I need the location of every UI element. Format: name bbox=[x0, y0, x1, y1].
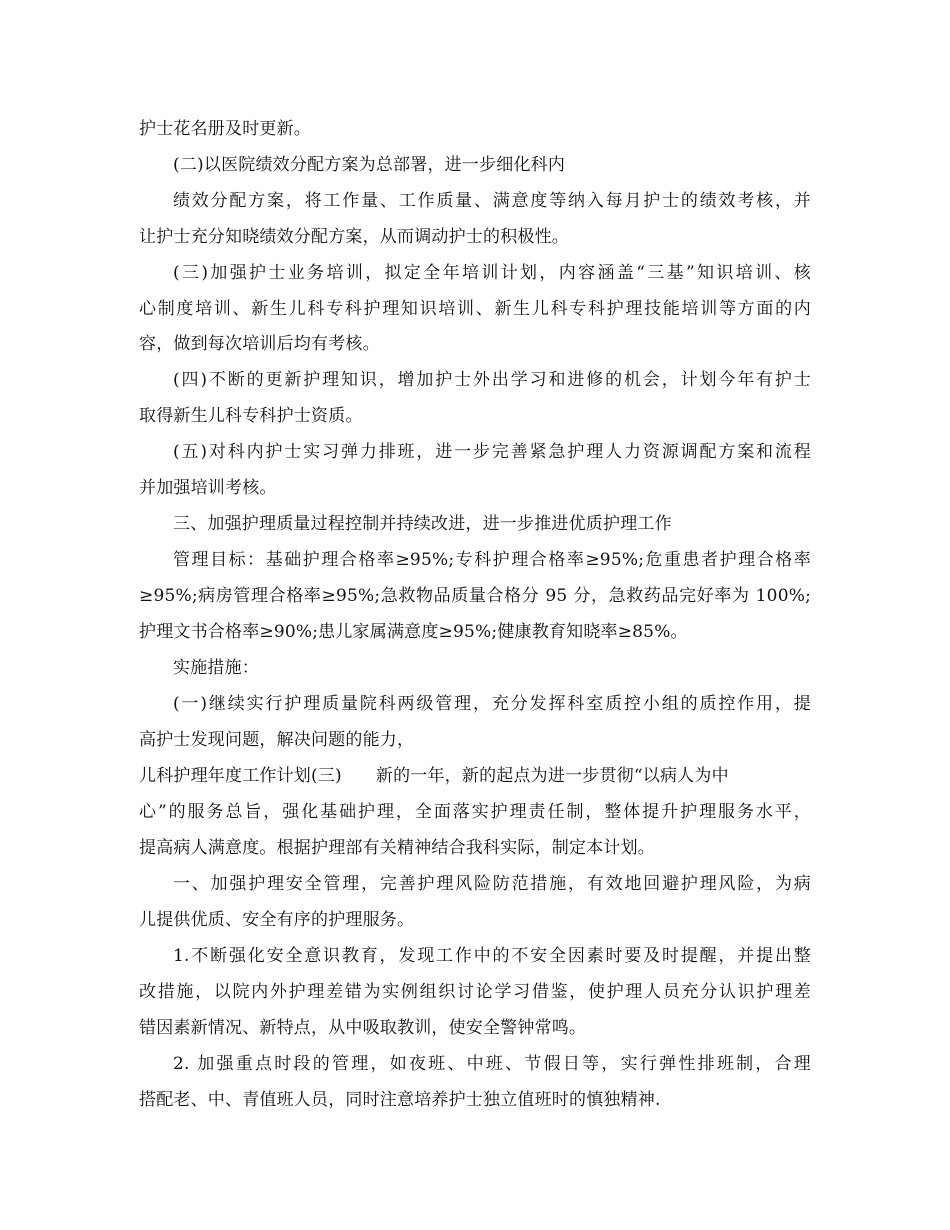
section-heading: 一、加强护理安全管理，完善护理风险防范措施，有效地回避护理风险，为病 bbox=[173, 874, 811, 894]
text-line: ≥95%;病房管理合格率≥95%;急救物品质量合格分 95 分，急救药品完好率为 100%; bbox=[139, 586, 811, 606]
text-span: 新的一年，新的起点为进一步贯彻“以病人为中 bbox=[375, 766, 729, 786]
text-line: 1.不断强化安全意识教育，发现工作中的不安全因素时要及时提醒，并提出整 bbox=[173, 946, 811, 966]
text-line: 提高病人满意度。根据护理部有关精神结合我科实际，制定本计划。 bbox=[139, 838, 655, 858]
text-line: 实施措施： bbox=[173, 658, 259, 678]
text-line: 管理目标：基础护理合格率≥95%;专科护理合格率≥95%;危重患者护理合格率 bbox=[173, 550, 811, 570]
text-line bbox=[139, 765, 811, 787]
text-line: (三)加强护士业务培训，拟定全年培训计划，内容涵盖“三基”知识培训、核 bbox=[173, 263, 811, 283]
text-line: (四)不断的更新护理知识，增加护士外出学习和进修的机会，计划今年有护士 bbox=[173, 370, 811, 390]
document-title-inline: 儿科护理年度工作计划(三) bbox=[139, 766, 342, 786]
text-line: (二)以医院绩效分配方案为总部署，进一步细化科内 bbox=[173, 155, 566, 175]
text-line: 心制度培训、新生儿科专科护理知识培训、新生儿科专科护理技能培训等方面的内 bbox=[139, 299, 811, 319]
text-line: 护理文书合格率≥90%;患儿家属满意度≥95%;健康教育知晓率≥85%。 bbox=[139, 622, 688, 642]
text-line: 儿提供优质、安全有序的护理服务。 bbox=[139, 910, 415, 930]
text-line: 并加强培训考核。 bbox=[139, 478, 277, 498]
text-line: (一)继续实行护理质量院科两级管理，充分发挥科室质控小组的质控作用，提 bbox=[173, 694, 811, 714]
text-line: 护士花名册及时更新。 bbox=[139, 119, 311, 139]
text-line: 错因素新情况、新特点，从中吸取教训，使安全警钟常鸣。 bbox=[139, 1018, 587, 1038]
text-line: 改措施，以院内外护理差错为实例组织讨论学习借鉴，使护理人员充分认识护理差 bbox=[139, 982, 811, 1002]
text-line: 容，做到每次培训后均有考核。 bbox=[139, 334, 380, 354]
text-line: 让护士充分知晓绩效分配方案，从而调动护士的积极性。 bbox=[139, 227, 569, 247]
text-line: 心”的服务总旨，强化基础护理，全面落实护理责任制，整体提升护理服务水平， bbox=[139, 802, 811, 822]
text-line: 高护士发现问题，解决问题的能力， bbox=[139, 730, 415, 750]
text-line: 搭配老、中、青值班人员，同时注意培养护士独立值班时的慎独精神. bbox=[139, 1090, 661, 1110]
text-line: (五)对科内护士实习弹力排班，进一步完善紧急护理人力资源调配方案和流程 bbox=[173, 442, 811, 462]
section-heading: 三、加强护理质量过程控制并持续改进，进一步推进优质护理工作 bbox=[173, 514, 672, 534]
text-line: 取得新生儿科专科护士资质。 bbox=[139, 406, 363, 426]
text-line: 绩效分配方案，将工作量、工作质量、满意度等纳入每月护士的绩效考核，并 bbox=[173, 191, 811, 211]
text-line: 2. 加强重点时段的管理，如夜班、中班、节假日等，实行弹性排班制，合理 bbox=[173, 1054, 811, 1074]
